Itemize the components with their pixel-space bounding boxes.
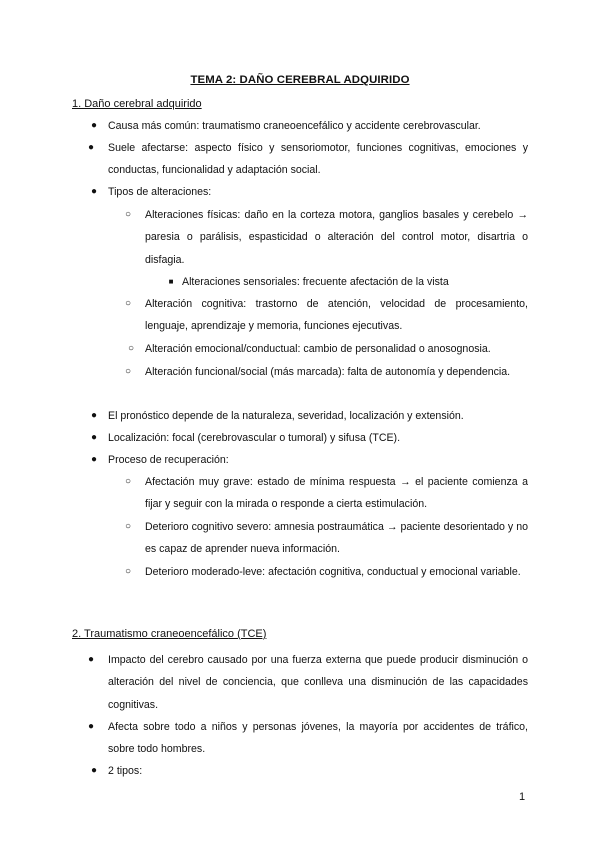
sub-list-item <box>125 516 528 561</box>
page-number: 1 <box>519 791 526 803</box>
section-heading-2: 2. Traumatismo craneoencefálico (TCE) <box>72 628 267 640</box>
sub-sub-list-item <box>168 271 528 293</box>
list-item-text: Proceso de recuperación: <box>108 454 229 466</box>
disc-bullet-icon: ● <box>90 186 98 197</box>
list-item-text: Alteración funcional/social (más marcada): falta de autonomía y dependencia. <box>145 366 511 378</box>
list-item <box>90 760 528 782</box>
disc-bullet-icon: ● <box>90 432 98 443</box>
sub-list-item <box>127 338 528 360</box>
disc-bullet-icon: ● <box>90 120 98 131</box>
list-item <box>90 449 528 471</box>
sub-list-item <box>125 204 528 271</box>
list-item-text: Afecta sobre todo a niños y personas jóvenes, la mayoría por accidentes de tráfico, sobre todo hombres. <box>108 721 528 756</box>
list-item <box>90 405 528 427</box>
square-bullet-icon: ■ <box>168 277 174 286</box>
list-item-text: Causa más común: traumatismo craneoencefálico y accidente cerebrovascular. <box>108 120 481 132</box>
list-item <box>90 115 528 137</box>
list-item-text: Alteración cognitiva: trastorno de atención, velocidad de procesamiento, lenguaje, aprendizaje y memoria, funciones ejecutivas. <box>145 298 528 333</box>
disc-bullet-icon: ● <box>88 142 95 153</box>
list-item <box>88 716 528 761</box>
circle-bullet-icon: ○ <box>127 343 135 354</box>
circle-bullet-icon: ○ <box>125 566 132 577</box>
list-item-text: 2 tipos: <box>108 765 143 777</box>
circle-bullet-icon: ○ <box>125 366 132 377</box>
circle-bullet-icon: ○ <box>125 476 132 487</box>
list-item-text: Impacto del cerebro causado por una fuerza externa que puede producir disminución o alteración del nivel de conciencia, que conlleva una disminución de las capacidades cognitivas. <box>108 654 528 711</box>
list-item-text: Alteraciones sensoriales: frecuente afectación de la vista <box>182 276 449 288</box>
circle-bullet-icon: ○ <box>125 298 132 309</box>
section-heading-1: 1. Daño cerebral adquirido <box>72 98 202 110</box>
list-item-text: Suele afectarse: aspecto físico y sensoriomotor, funciones cognitivas, emociones y conductas, funcionalidad y adaptación social. <box>108 142 528 177</box>
list-item-text: Deterioro moderado-leve: afectación cognitiva, conductual y emocional variable. <box>145 566 521 578</box>
list-item-text: El pronóstico depende de la naturaleza, severidad, localización y extensión. <box>108 410 464 422</box>
sub-list-item <box>125 361 528 383</box>
disc-bullet-icon: ● <box>90 454 98 465</box>
disc-bullet-icon: ● <box>90 410 98 421</box>
list-item-text: Alteración emocional/conductual: cambio de personalidad o anosognosia. <box>145 343 491 355</box>
list-item-text: Alteraciones físicas: daño en la corteza motora, ganglios basales y cerebelo → paresia o parálisis, espasticidad o alteración del control motor, disartria o disfagia. <box>145 209 528 266</box>
list-item <box>88 649 528 716</box>
list-item <box>90 427 528 449</box>
sub-list-item <box>125 471 528 516</box>
list-item-text: Deterioro cognitivo severo: amnesia postraumática → paciente desorientado y no es capaz de aprender nueva información. <box>145 521 528 556</box>
circle-bullet-icon: ○ <box>125 521 132 532</box>
sub-list-item <box>125 561 528 583</box>
list-item-text: Afectación muy grave: estado de mínima respuesta → el paciente comienza a fijar y seguir con la mirada o responde a cierta estimulación. <box>145 476 528 511</box>
sub-list-item <box>125 293 528 338</box>
list-item <box>90 181 528 203</box>
disc-bullet-icon: ● <box>88 721 95 732</box>
page-title: TEMA 2: DAÑO CEREBRAL ADQUIRIDO <box>190 74 410 86</box>
list-item-text: Localización: focal (cerebrovascular o tumoral) y sifusa (TCE). <box>108 432 401 444</box>
disc-bullet-icon: ● <box>88 654 95 665</box>
circle-bullet-icon: ○ <box>125 209 132 220</box>
disc-bullet-icon: ● <box>90 765 98 776</box>
list-item-text: Tipos de alteraciones: <box>108 186 212 198</box>
list-item <box>88 137 528 182</box>
